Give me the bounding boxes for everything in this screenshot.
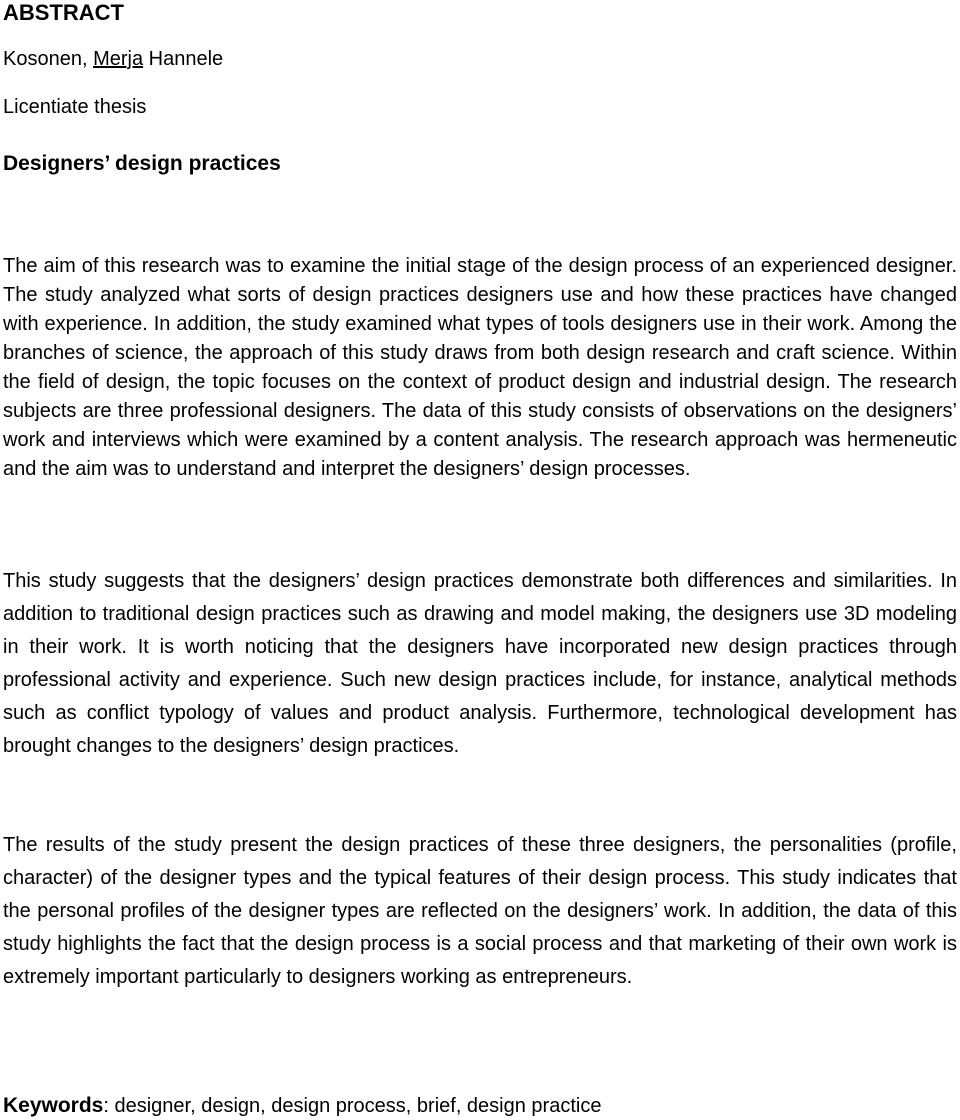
keywords-separator: : [103,1095,109,1117]
author-middle-name: Hannele [148,48,224,70]
abstract-paragraph-2: This study suggests that the designers’ design practices demonstrate both differences and similarities. In addition to traditional design practices such as drawing and model making, the designers use 3D modeling in their work. It is worth noticing that the designers have incorporated new design practices through professional activity and experience. Such new design practices include, for instance, analytical methods such as conflict typology of values and product analysis. Furthermore, technological development has brought changes to the designers’ design practices. [3,570,957,757]
thesis-title: Designers’ design practices [3,152,281,175]
keywords-label: Keywords [3,1094,104,1117]
keywords-line [3,1093,601,1119]
abstract-heading: ABSTRACT [3,0,124,25]
author-line [3,47,223,71]
thesis-type: Licentiate thesis [3,96,147,118]
author-first-name: Merja [93,48,144,70]
abstract-paragraph-1: The aim of this research was to examine the initial stage of the design process of an experienced designer. The study analyzed what sorts of design practices designers use and how these practices have changed with experience. In addition, the study examined what types of tools designers use in their work. Among the branches of science, the approach of this study draws from both design research and craft science. Within the field of design, the topic focuses on the context of product design and industrial design. The research subjects are three professional designers. The data of this study consists of observations on the designers’ work and interviews which were examined by a content analysis. The research approach was hermeneutic and the aim was to understand and interpret the designers’ design processes. [3,255,957,480]
author-surname: Kosonen, [3,48,88,70]
keywords-value: designer, design, design process, brief, design practice [108,1095,602,1117]
abstract-paragraph-3: The results of the study present the design practices of these three designers, the personalities (profile, character) of the designer types and the typical features of their design process. This study indicates that the personal profiles of the designer types are reflected on the designers’ work. In addition, the data of this study highlights the fact that the design process is a social process and that marketing of their own work is extremely important particularly to designers working as entrepreneurs. [3,834,957,988]
